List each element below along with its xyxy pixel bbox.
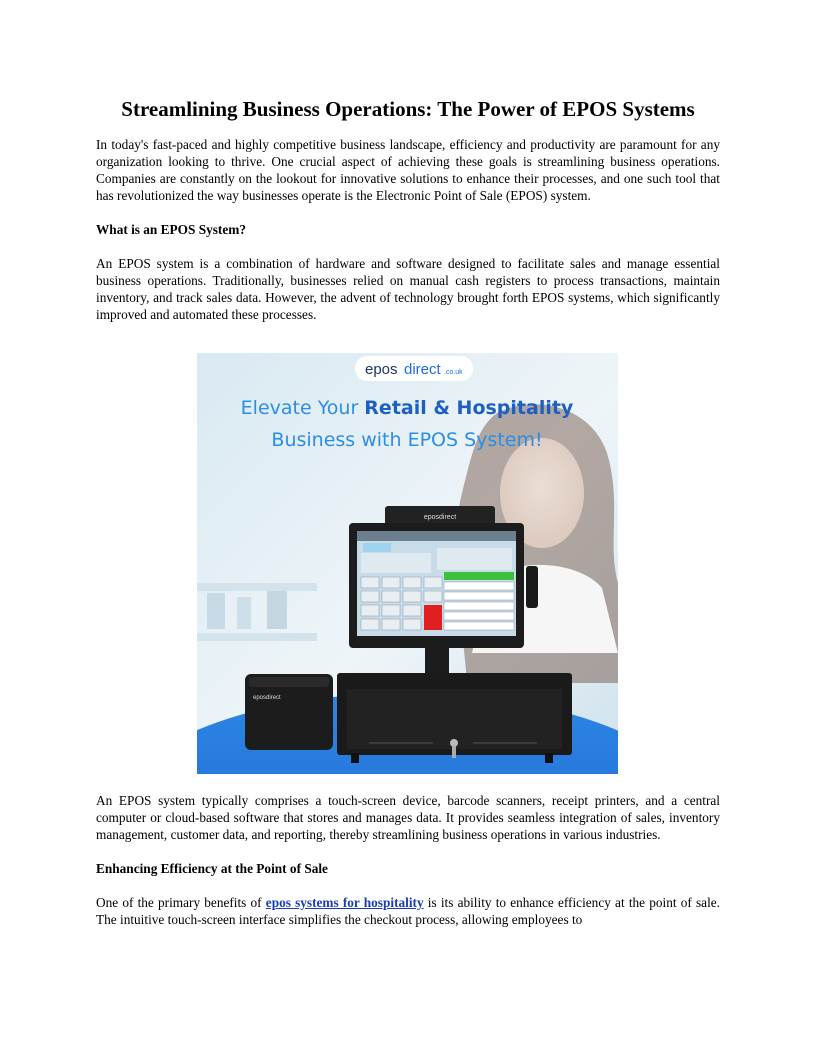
page-title: Streamlining Business Operations: The Power of EPOS Systems — [121, 97, 695, 121]
lower-content — [96, 792, 720, 945]
logo-epos: epos — [365, 361, 398, 378]
printer-brand: eposdirect — [253, 695, 281, 701]
section-heading-what-is-epos: What is an EPOS System? — [96, 222, 246, 237]
headline-line-1: Elevate Your Retail & Hospitality — [240, 397, 574, 419]
section-heading-efficiency: Enhancing Efficiency at the Point of Sale — [96, 861, 328, 876]
what-is-epos-paragraph: An EPOS system is a combination of hardware and software designed to facilitate sales and manage essential business operations. Traditionally, businesses relied on manual cash registers to process transactions, maintain inventory, and track sales data. However, the advent of technology brought forth EPOS systems, which significantly improved and automated these processes. — [96, 256, 720, 322]
epos-components-paragraph: An EPOS system typically comprises a touch-screen device, barcode scanners, receipt printers, and a central computer or cloud-based software that stores and manages data. It provides seamless integration of sales, inventory management, customer data, and reporting, thereby streamlining business operations in various industries. — [96, 793, 720, 842]
headline-line-2: Business with EPOS System! — [271, 429, 543, 451]
logo-suffix: .co.uk — [444, 369, 463, 376]
efficiency-text-after: is its ability to enhance efficiency at the point of sale. The intuitive touch-screen interface simplifies the checkout process, allowing employees to — [96, 895, 720, 927]
intro-paragraph: In today's fast-paced and highly competitive business landscape, efficiency and productivity are paramount for any organization looking to thrive. One crucial aspect of achieving these goals is streamlining business operations. Companies are constantly on the lookout for innovative solutions to enhance their processes, and one such tool that has revolutionized the way businesses operate is the Electronic Point of Sale (EPOS) system. — [96, 137, 720, 203]
logo-direct: direct — [404, 361, 441, 378]
efficiency-paragraph — [96, 894, 720, 928]
efficiency-text-before: One of the primary benefits of — [96, 895, 266, 910]
document-page — [96, 96, 720, 340]
monitor-brand: eposdirect — [423, 514, 457, 521]
epos-promo-image — [197, 353, 618, 774]
hospitality-link[interactable]: epos systems for hospitality — [265, 895, 424, 910]
